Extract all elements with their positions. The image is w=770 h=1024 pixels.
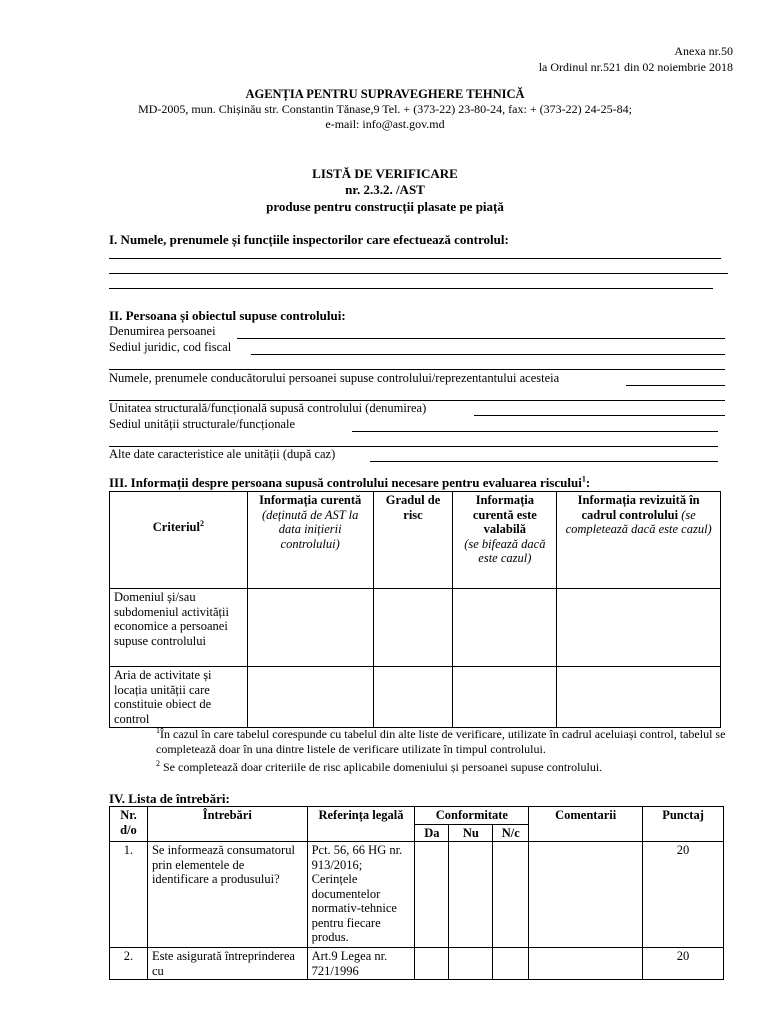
risk-degree-cell[interactable] xyxy=(373,589,453,667)
section-1-heading: I. Numele, prenumele și funcțiile inspectorilor care efectuează controlul: xyxy=(109,232,509,247)
nr-header: Nr. d/o xyxy=(110,807,148,842)
yes-cell[interactable] xyxy=(415,842,449,948)
not-applicable-cell[interactable] xyxy=(493,948,529,980)
comment-cell[interactable] xyxy=(529,842,643,948)
order-reference: la Ordinul nr.521 din 02 noiembrie 2018 xyxy=(538,60,733,74)
revised-info-cell[interactable] xyxy=(557,589,721,667)
agency-email: e-mail: info@ast.gov.md xyxy=(325,117,445,131)
revised-info-header: Informația revizuită în cadrul controlului (se completează dacă este cazul) xyxy=(557,492,721,589)
table-row xyxy=(110,589,721,667)
legal-ref-text: Art.9 Legea nr. 721/1996 xyxy=(307,948,415,980)
table-row xyxy=(110,948,724,980)
criteria-header: Criteriul$^2$ xyxy=(110,492,248,589)
agency-address: MD-2005, mun. Chișinău str. Constantin Tănase,9 Tel. + (373-22) 23-80-24, fax: + (373-22) 24-25-84; xyxy=(138,102,632,116)
unit-label: Unitatea structurală/funcțională supusă controlului (denumirea) xyxy=(109,401,427,415)
risk-info-table xyxy=(109,491,721,728)
other-data-field[interactable] xyxy=(370,461,718,462)
comments-header: Comentarii xyxy=(529,807,643,842)
checklist-title: LISTĂ DE VERIFICARE xyxy=(312,166,458,181)
question-text: Este asigurată întreprinderea cu xyxy=(147,948,307,980)
checklist-subject: produse pentru construcții plasate pe piață xyxy=(266,199,504,214)
manager-label: Numele, prenumele conducătorului persoanei supuse controlului/reprezentantului acesteia xyxy=(109,371,560,385)
valid-info-header: Informația curentă este valabilă (se bifează dacă este cazul) xyxy=(453,492,557,589)
other-data-label: Alte date caracteristice ale unității (după caz) xyxy=(109,447,336,461)
no-cell[interactable] xyxy=(449,948,493,980)
criteria-cell: Aria de activitate și locația unității care constituie obiect de control xyxy=(110,667,248,728)
score-value: 20 xyxy=(643,842,724,948)
unit-seat-field[interactable] xyxy=(352,431,718,432)
questions-table xyxy=(109,806,724,980)
question-text: Se informează consumatorul prin elementele de identificare a produsului? xyxy=(147,842,307,948)
person-name-label: Denumirea persoanei xyxy=(109,324,216,338)
manager-field[interactable] xyxy=(626,385,725,386)
footnote-1: $^1$În cazul în care tabelul corespunde cu tabelul din alte liste de verificare, utilizate în cadrul aceluiași control, tabelul se completează doar în una dintre listele de verificare utilizate în timpul controlului. xyxy=(156,726,726,756)
inspectors-line-3[interactable] xyxy=(109,288,713,289)
criteria-cell: Domeniul și/sau subdomeniul activității economice a persoanei supuse controlului xyxy=(110,589,248,667)
current-info-cell[interactable] xyxy=(247,667,373,728)
yes-header: Da xyxy=(415,824,449,842)
inspectors-line-1[interactable] xyxy=(109,258,721,259)
risk-degree-cell[interactable] xyxy=(373,667,453,728)
no-cell[interactable] xyxy=(449,842,493,948)
table-row xyxy=(110,667,721,728)
checklist-number: nr. 2.3.2. /AST xyxy=(345,182,425,197)
yes-cell[interactable] xyxy=(415,948,449,980)
section-3-heading: III. Informații despre persoana supusă controlului necesare pentru evaluarea riscului$^1$: xyxy=(109,474,591,490)
agency-name: AGENȚIA PENTRU SUPRAVEGHERE TEHNICĂ xyxy=(245,87,525,101)
row-number: 1. xyxy=(110,842,148,948)
comment-cell[interactable] xyxy=(529,948,643,980)
row-number: 2. xyxy=(110,948,148,980)
legal-seat-field[interactable] xyxy=(251,354,725,355)
no-header: Nu xyxy=(449,824,493,842)
current-info-header: Informația curentă (deținută de AST la data inițierii controlului) xyxy=(247,492,373,589)
legal-ref-text: Pct. 56, 66 HG nr. 913/2016; Cerințele documentelor normativ-tehnice pentru fiecare produs. xyxy=(307,842,415,948)
score-value: 20 xyxy=(643,948,724,980)
section-2-heading: II. Persoana și obiectul supuse controlului: xyxy=(109,308,346,323)
table-row xyxy=(110,842,724,948)
unit-field[interactable] xyxy=(474,415,725,416)
revised-info-cell[interactable] xyxy=(557,667,721,728)
not-applicable-cell[interactable] xyxy=(493,842,529,948)
conformity-header: Conformitate xyxy=(415,807,529,825)
inspectors-line-2[interactable] xyxy=(109,273,728,274)
valid-info-cell[interactable] xyxy=(453,667,557,728)
score-header: Punctaj xyxy=(643,807,724,842)
risk-degree-header: Gradul de risc xyxy=(373,492,453,589)
legal-ref-header: Referința legală xyxy=(307,807,415,842)
questions-header: Întrebări xyxy=(147,807,307,842)
section-4-heading: IV. Lista de întrebări: xyxy=(109,791,230,806)
annex-label: Anexa nr.50 xyxy=(674,44,733,58)
legal-seat-field-2[interactable] xyxy=(109,369,725,370)
unit-seat-label: Sediul unității structurale/funcționale xyxy=(109,417,296,431)
valid-info-cell[interactable] xyxy=(453,589,557,667)
person-name-field[interactable] xyxy=(237,338,725,339)
legal-seat-label: Sediul juridic, cod fiscal xyxy=(109,340,232,354)
footnote-2: $^2$ Se completează doar criteriile de risc aplicabile domeniului și persoanei supuse controlului. xyxy=(156,759,603,774)
current-info-cell[interactable] xyxy=(247,589,373,667)
not-applicable-header: N/c xyxy=(493,824,529,842)
